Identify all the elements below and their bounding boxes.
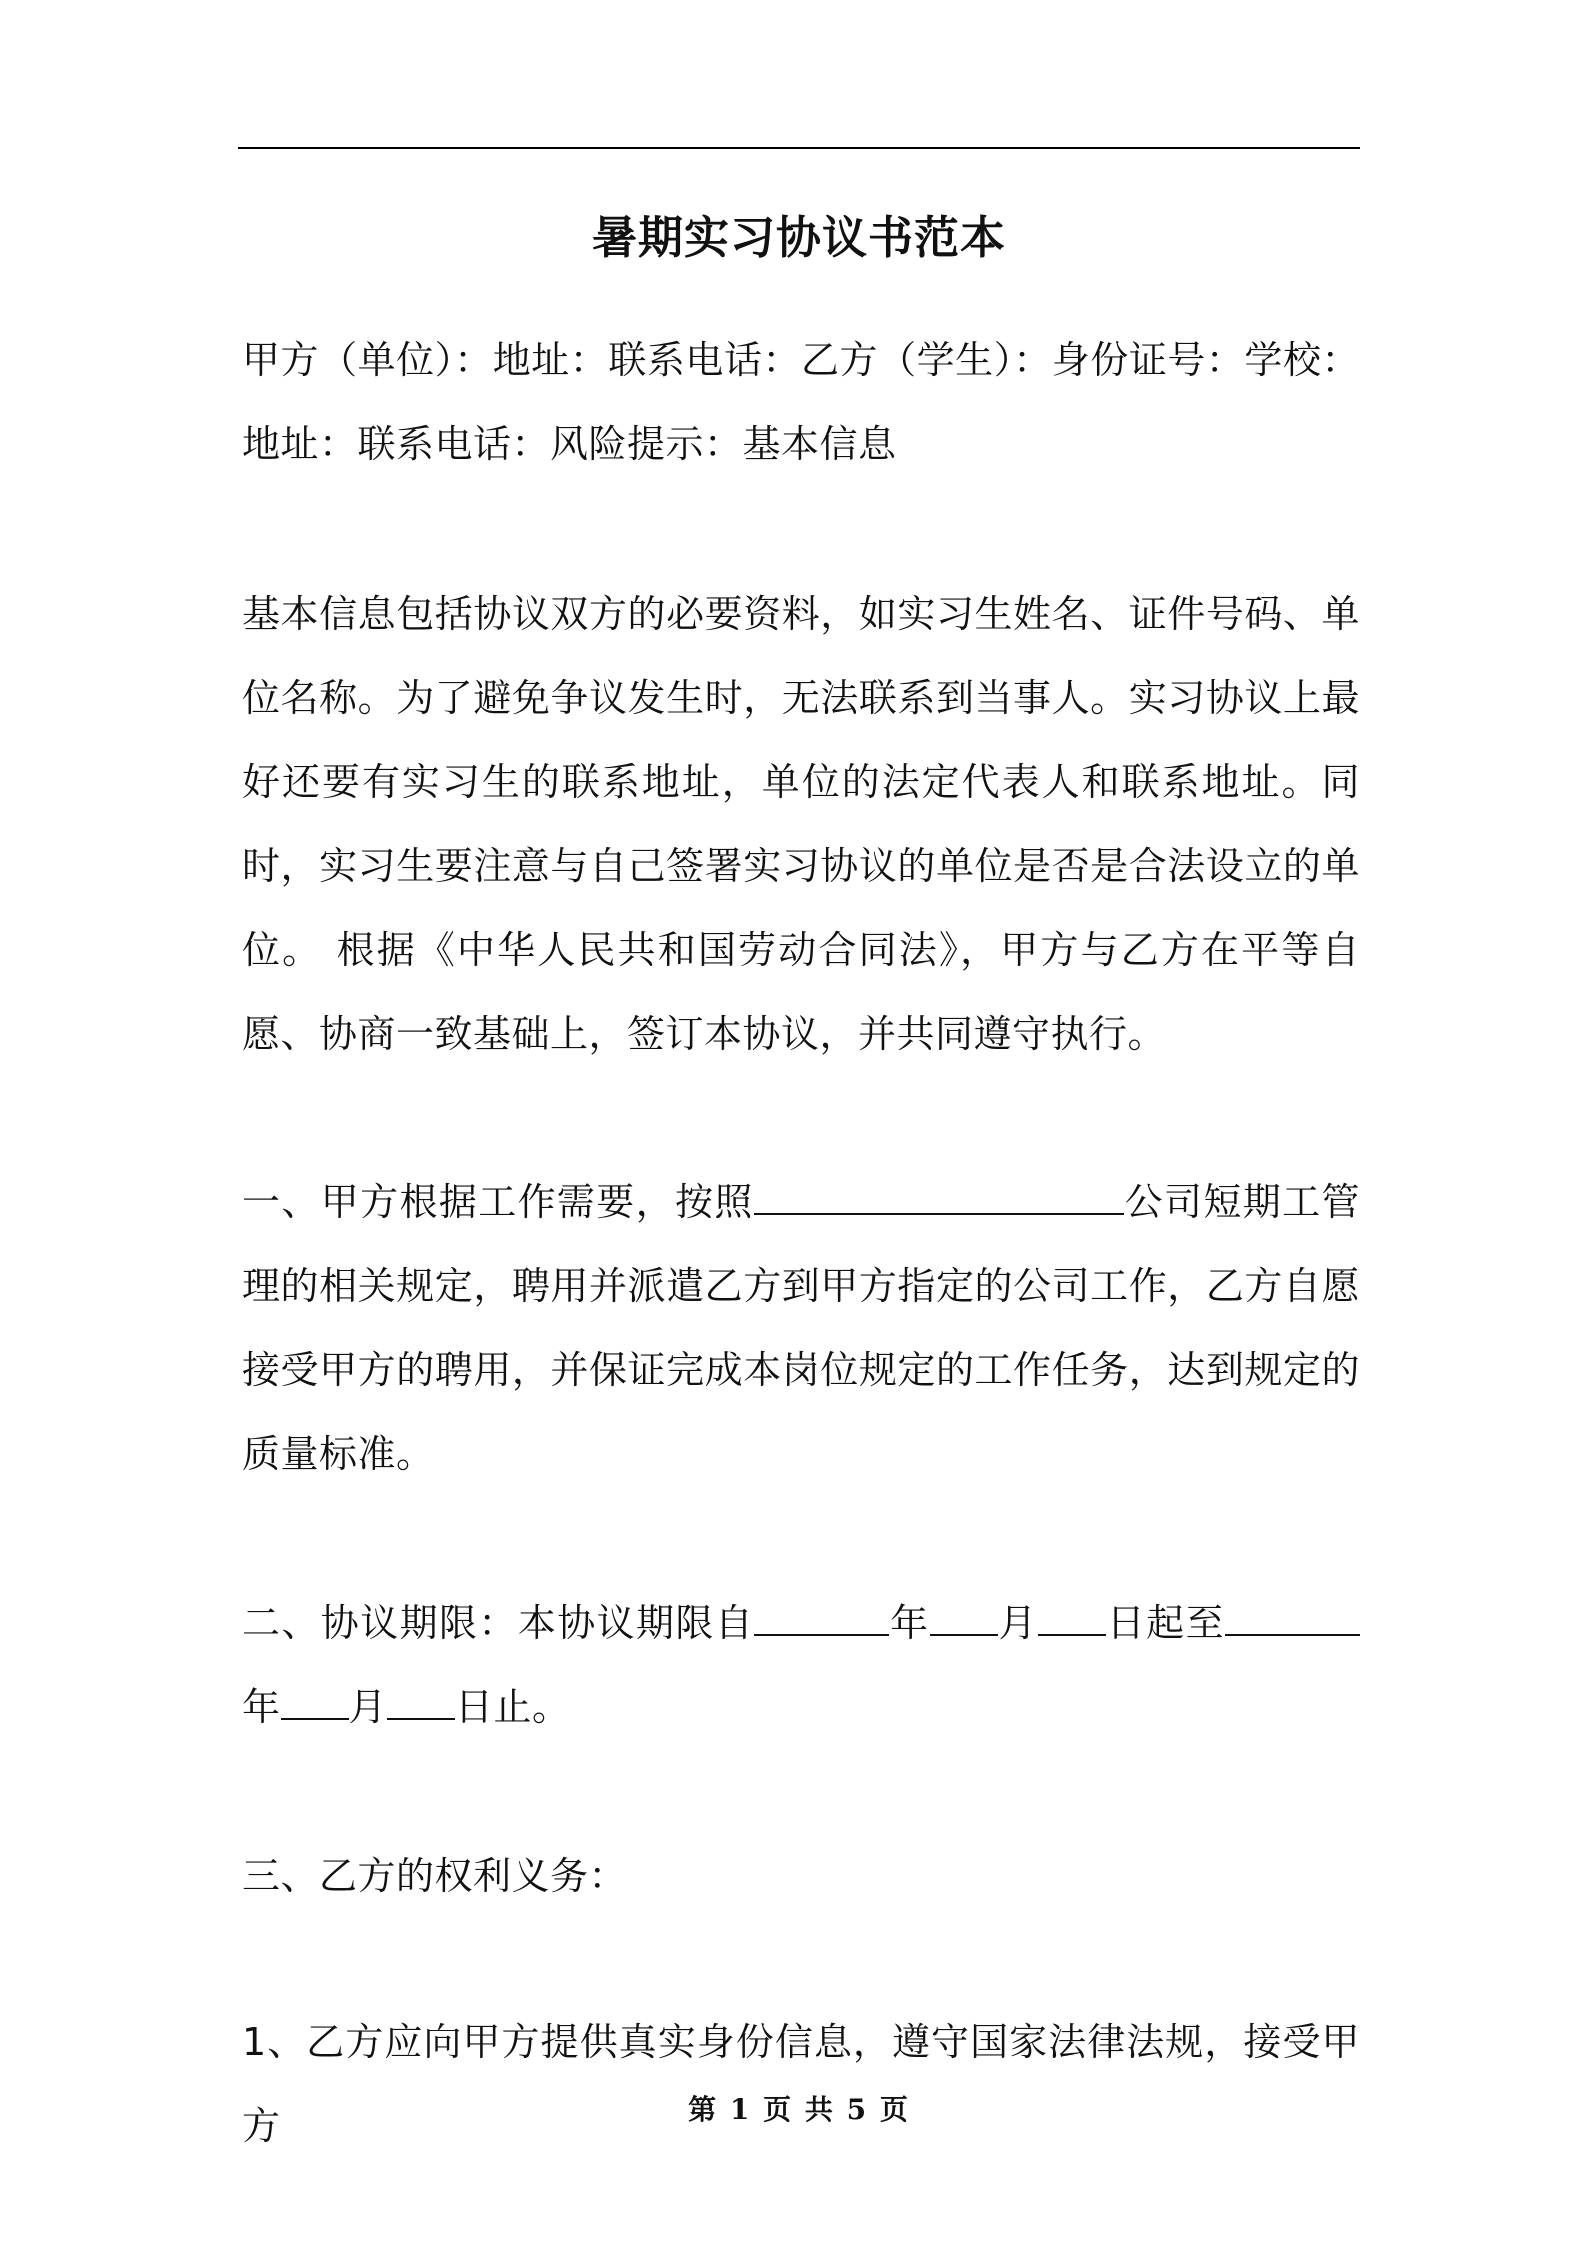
start-month-blank[interactable] bbox=[930, 1598, 998, 1636]
clause-3-heading: 三、乙方的权利义务： bbox=[242, 1854, 628, 1898]
start-year-label: 年 bbox=[889, 1601, 930, 1645]
end-year-label: 年 bbox=[242, 1685, 281, 1729]
end-day-label: 日止。 bbox=[455, 1685, 571, 1729]
end-month-label: 月 bbox=[348, 1685, 388, 1729]
document-title: 暑期实习协议书范本 bbox=[591, 211, 1006, 264]
clause-1-paragraph bbox=[242, 1160, 1360, 1496]
end-day-blank[interactable] bbox=[387, 1682, 455, 1720]
end-year-blank[interactable] bbox=[1225, 1598, 1360, 1636]
clause-2-paragraph bbox=[242, 1581, 1360, 1749]
start-day-label: 日起至 bbox=[1105, 1601, 1225, 1645]
clause-2-prefix: 二、协议期限：本协议期限自 bbox=[242, 1601, 755, 1645]
party-info-line: 甲方（单位）：地址：联系电话：乙方（学生）：身份证号：学校：地址：联系电话：风险提示：基本信息 bbox=[242, 338, 1360, 466]
start-year-blank[interactable] bbox=[754, 1598, 889, 1636]
start-day-blank[interactable] bbox=[1038, 1598, 1106, 1636]
clause-3-item-1: 1、乙方应向甲方提供真实身份信息，遵守国家法律法规，接受甲方 bbox=[242, 2020, 1360, 2148]
clause-1-text-start: 一、甲方根据工作需要，按照 bbox=[242, 1180, 754, 1224]
header-rule bbox=[238, 147, 1360, 149]
end-month-blank[interactable] bbox=[281, 1682, 349, 1720]
clause-1-text-end: 公司短期工管理的相关规定，聘用并派遣乙方到甲方指定的公司工作，乙方自愿接受甲方的聘用，并保证完成本岗位规定的工作任务，达到规定的质量标准。 bbox=[242, 1180, 1360, 1476]
basic-info-paragraph: 基本信息包括协议双方的必要资料，如实习生姓名、证件号码、单位名称。为了避免争议发生时，无法联系到当事人。实习协议上最好还要有实习生的联系地址，单位的法定代表人和联系地址。同时，实习生要注意与自己签署实习协议的单位是否是合法设立的单位。 根据《中华人民共和国劳动合同法》，甲方与乙方在平等自愿、协商一致基础上，签订本协议，并共同遵守执行。 bbox=[242, 592, 1360, 1056]
page-indicator: 第 1 页 共 5 页 bbox=[688, 2093, 910, 2126]
start-month-label: 月 bbox=[997, 1601, 1038, 1645]
company-name-blank[interactable] bbox=[754, 1177, 1124, 1215]
